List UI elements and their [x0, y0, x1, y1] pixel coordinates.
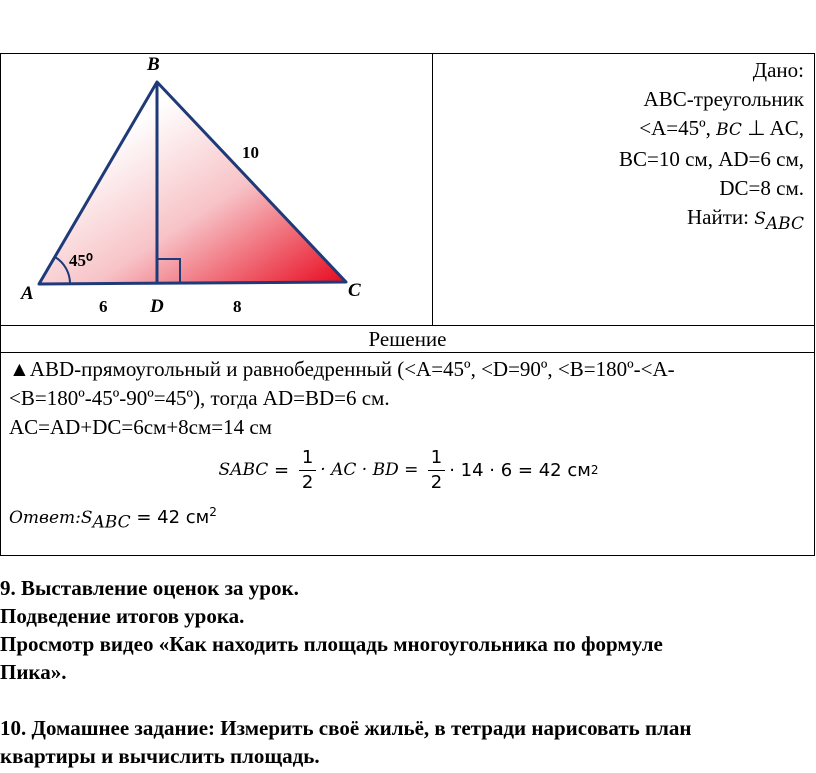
solution-cell	[1, 353, 815, 556]
plan-line-5: 10. Домашнее задание: Измерить своё жильё, в тетради нарисовать план	[0, 716, 692, 740]
vertex-label-d: D	[150, 296, 164, 317]
given-cell	[433, 54, 815, 326]
solution-line-3: AC=AD+DC=6см+8см=14 см	[9, 415, 272, 439]
given-title: Дано:	[752, 58, 804, 82]
given-line-4: DC=8 см.	[719, 176, 804, 200]
given-line-3: BC=10 см, AD=6 см,	[618, 147, 804, 171]
given-find: Найти: $S_{ABC}$	[687, 205, 804, 235]
fraction-2: $\frac{1}{2}$	[428, 446, 445, 495]
plan-line-2: Подведение итогов урока.	[0, 604, 245, 628]
plan-line-3: Просмотр видео «Как находить площадь многоугольника по формуле	[0, 632, 663, 656]
solution-line-1: ▲ABD-прямоугольный и равнобедренный (<A=45º, <D=90º, <B=180º-<A-	[9, 357, 675, 381]
figure-cell	[1, 54, 433, 326]
task-table	[0, 53, 815, 556]
side-label-dc: 8	[233, 297, 242, 316]
solution-header: Решение	[1, 326, 815, 353]
triangle-figure	[1, 54, 432, 320]
lesson-plan-text	[0, 574, 816, 770]
solution-line-2: <B=180º-45º-90º=45º), тогда AD=BD=6 см.	[9, 386, 390, 410]
answer-line: $Ответ:S_{ABC} = 42$ $см^2$	[9, 505, 217, 533]
given-line-1: ABC-треугольник	[643, 87, 804, 111]
plan-line-1: 9. Выставление оценок за урок.	[0, 576, 299, 600]
fraction-1: $\frac{1}{2}$	[299, 446, 316, 495]
given-line-2: <A=45º, BC ⊥ AC,	[639, 116, 804, 140]
area-formula: S ABC = $\frac{1}{2}$ · AC · BD = $\frac{1}{2}$ · 14 · 6 = 42 см 2	[218, 446, 599, 493]
plan-line-4: Пика».	[0, 660, 67, 684]
side-label-ad: 6	[99, 297, 108, 316]
angle-label: 45⁰	[69, 251, 93, 270]
vertex-label-b: B	[147, 54, 160, 75]
triangle-symbol-icon: ▲	[9, 357, 30, 381]
vertex-label-c: C	[348, 280, 361, 301]
plan-line-6: квартиры и вычислить площадь.	[0, 744, 320, 768]
vertex-label-a: A	[21, 283, 34, 304]
side-label-bc: 10	[242, 143, 259, 162]
